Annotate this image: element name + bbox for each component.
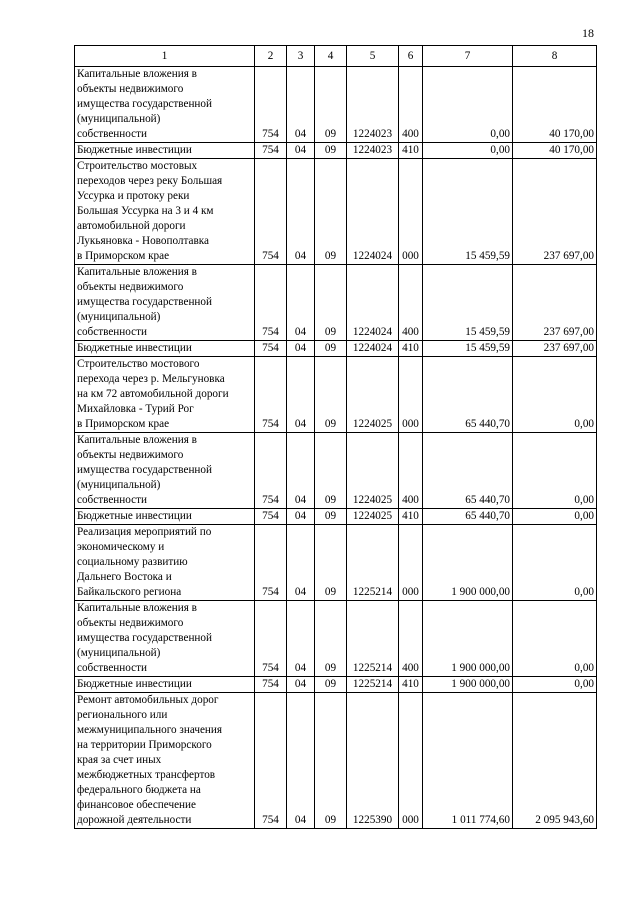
subsection-code: 09 bbox=[315, 601, 347, 677]
section-code: 04 bbox=[287, 525, 315, 601]
expense-type-code: 410 bbox=[399, 509, 423, 525]
target-article-code: 1224023 bbox=[347, 143, 399, 159]
column-header-2: 2 bbox=[255, 46, 287, 67]
table-row bbox=[75, 509, 597, 525]
target-article-code: 1224023 bbox=[347, 67, 399, 143]
column-header-1: 1 bbox=[75, 46, 255, 67]
amount-column-7: 15 459,59 bbox=[423, 159, 513, 265]
amount-column-7: 1 900 000,00 bbox=[423, 601, 513, 677]
amount-column-8: 237 697,00 bbox=[513, 159, 597, 265]
section-code: 04 bbox=[287, 509, 315, 525]
amount-column-7: 1 900 000,00 bbox=[423, 677, 513, 693]
section-code: 04 bbox=[287, 677, 315, 693]
target-article-code: 1225214 bbox=[347, 525, 399, 601]
item-name: Капитальные вложения в объекты недвижимого имущества государственной (муниципальной) собственности bbox=[75, 67, 255, 143]
section-code: 04 bbox=[287, 67, 315, 143]
amount-column-8: 40 170,00 bbox=[513, 67, 597, 143]
ministry-code: 754 bbox=[255, 341, 287, 357]
section-code: 04 bbox=[287, 601, 315, 677]
expense-type-code: 400 bbox=[399, 601, 423, 677]
item-name: Реализация мероприятий по экономическому и социальному развитию Дальнего Востока и Байкальского региона bbox=[75, 525, 255, 601]
amount-column-8: 0,00 bbox=[513, 433, 597, 509]
ministry-code: 754 bbox=[255, 67, 287, 143]
amount-column-8: 0,00 bbox=[513, 677, 597, 693]
expense-type-code: 400 bbox=[399, 67, 423, 143]
table-row bbox=[75, 159, 597, 265]
item-name: Бюджетные инвестиции bbox=[75, 143, 255, 159]
ministry-code: 754 bbox=[255, 265, 287, 341]
table-row bbox=[75, 341, 597, 357]
target-article-code: 1224024 bbox=[347, 265, 399, 341]
target-article-code: 1224025 bbox=[347, 433, 399, 509]
ministry-code: 754 bbox=[255, 693, 287, 829]
expense-type-code: 000 bbox=[399, 693, 423, 829]
subsection-code: 09 bbox=[315, 143, 347, 159]
amount-column-7: 1 011 774,60 bbox=[423, 693, 513, 829]
subsection-code: 09 bbox=[315, 677, 347, 693]
column-header-5: 5 bbox=[347, 46, 399, 67]
table-row bbox=[75, 433, 597, 509]
amount-column-7: 0,00 bbox=[423, 143, 513, 159]
table-row bbox=[75, 357, 597, 433]
subsection-code: 09 bbox=[315, 357, 347, 433]
item-name: Бюджетные инвестиции bbox=[75, 677, 255, 693]
expense-type-code: 410 bbox=[399, 143, 423, 159]
amount-column-8: 237 697,00 bbox=[513, 341, 597, 357]
table-row bbox=[75, 601, 597, 677]
column-header-6: 6 bbox=[399, 46, 423, 67]
amount-column-8: 40 170,00 bbox=[513, 143, 597, 159]
section-code: 04 bbox=[287, 693, 315, 829]
target-article-code: 1225214 bbox=[347, 601, 399, 677]
expense-type-code: 000 bbox=[399, 159, 423, 265]
expense-type-code: 000 bbox=[399, 525, 423, 601]
amount-column-7: 1 900 000,00 bbox=[423, 525, 513, 601]
subsection-code: 09 bbox=[315, 265, 347, 341]
amount-column-8: 2 095 943,60 bbox=[513, 693, 597, 829]
amount-column-7: 65 440,70 bbox=[423, 357, 513, 433]
section-code: 04 bbox=[287, 265, 315, 341]
target-article-code: 1224024 bbox=[347, 341, 399, 357]
target-article-code: 1224024 bbox=[347, 159, 399, 265]
item-name: Строительство мостовых переходов через реку Большая Уссурка и протоку реки Большая Уссурка на 3 и 4 км автомобильной дороги Лукьяновка - Новополтавка в Приморском крае bbox=[75, 159, 255, 265]
amount-column-8: 237 697,00 bbox=[513, 265, 597, 341]
subsection-code: 09 bbox=[315, 159, 347, 265]
ministry-code: 754 bbox=[255, 601, 287, 677]
column-header-3: 3 bbox=[287, 46, 315, 67]
amount-column-7: 65 440,70 bbox=[423, 509, 513, 525]
item-name: Капитальные вложения в объекты недвижимого имущества государственной (муниципальной) собственности bbox=[75, 433, 255, 509]
table-row bbox=[75, 143, 597, 159]
target-article-code: 1224025 bbox=[347, 357, 399, 433]
amount-column-8: 0,00 bbox=[513, 509, 597, 525]
amount-column-8: 0,00 bbox=[513, 357, 597, 433]
ministry-code: 754 bbox=[255, 433, 287, 509]
item-name: Бюджетные инвестиции bbox=[75, 341, 255, 357]
expense-type-code: 400 bbox=[399, 265, 423, 341]
item-name: Строительство мостового перехода через р. Мельгуновка на км 72 автомобильной дороги Михайловка - Турий Рог в Приморском крае bbox=[75, 357, 255, 433]
table-header-row bbox=[75, 46, 597, 67]
subsection-code: 09 bbox=[315, 693, 347, 829]
subsection-code: 09 bbox=[315, 525, 347, 601]
ministry-code: 754 bbox=[255, 525, 287, 601]
amount-column-7: 15 459,59 bbox=[423, 265, 513, 341]
item-name: Бюджетные инвестиции bbox=[75, 509, 255, 525]
subsection-code: 09 bbox=[315, 509, 347, 525]
item-name: Ремонт автомобильных дорог регионального или межмуниципального значения на территории Приморского края за счет иных межбюджетных трансфертов федерального бюджета на финансовое обеспечение дорожной деятельности bbox=[75, 693, 255, 829]
ministry-code: 754 bbox=[255, 677, 287, 693]
amount-column-7: 15 459,59 bbox=[423, 341, 513, 357]
target-article-code: 1225390 bbox=[347, 693, 399, 829]
target-article-code: 1224025 bbox=[347, 509, 399, 525]
subsection-code: 09 bbox=[315, 341, 347, 357]
table-row bbox=[75, 693, 597, 829]
ministry-code: 754 bbox=[255, 143, 287, 159]
expense-type-code: 400 bbox=[399, 433, 423, 509]
column-header-7: 7 bbox=[423, 46, 513, 67]
expense-type-code: 410 bbox=[399, 341, 423, 357]
column-header-4: 4 bbox=[315, 46, 347, 67]
column-header-8: 8 bbox=[513, 46, 597, 67]
amount-column-8: 0,00 bbox=[513, 525, 597, 601]
table-row bbox=[75, 67, 597, 143]
section-code: 04 bbox=[287, 357, 315, 433]
table-row bbox=[75, 265, 597, 341]
target-article-code: 1225214 bbox=[347, 677, 399, 693]
table-row bbox=[75, 525, 597, 601]
item-name: Капитальные вложения в объекты недвижимого имущества государственной (муниципальной) собственности bbox=[75, 265, 255, 341]
amount-column-8: 0,00 bbox=[513, 601, 597, 677]
ministry-code: 754 bbox=[255, 357, 287, 433]
expense-type-code: 410 bbox=[399, 677, 423, 693]
section-code: 04 bbox=[287, 159, 315, 265]
amount-column-7: 0,00 bbox=[423, 67, 513, 143]
section-code: 04 bbox=[287, 143, 315, 159]
subsection-code: 09 bbox=[315, 433, 347, 509]
item-name: Капитальные вложения в объекты недвижимого имущества государственной (муниципальной) собственности bbox=[75, 601, 255, 677]
table-row bbox=[75, 677, 597, 693]
budget-table bbox=[74, 45, 597, 829]
subsection-code: 09 bbox=[315, 67, 347, 143]
section-code: 04 bbox=[287, 341, 315, 357]
expense-type-code: 000 bbox=[399, 357, 423, 433]
section-code: 04 bbox=[287, 433, 315, 509]
ministry-code: 754 bbox=[255, 159, 287, 265]
ministry-code: 754 bbox=[255, 509, 287, 525]
amount-column-7: 65 440,70 bbox=[423, 433, 513, 509]
page-number: 18 bbox=[582, 26, 594, 40]
